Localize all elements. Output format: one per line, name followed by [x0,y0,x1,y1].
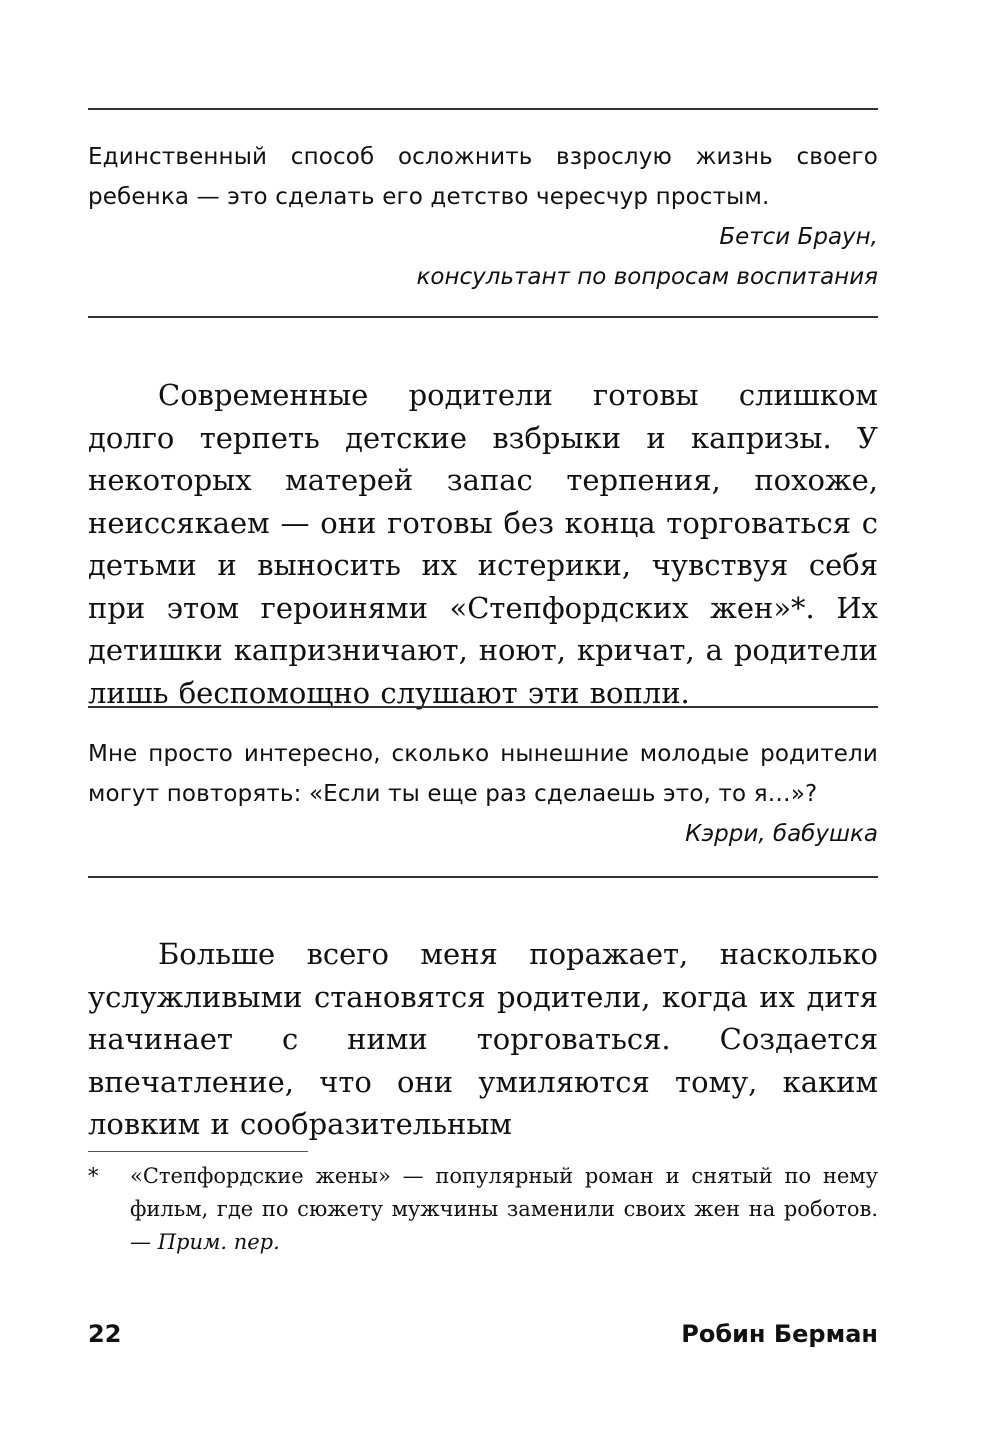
body-paragraph-2: Больше всего меня поражает, насколько услужливыми становятся родители, когда их дитя начинает с ними торговаться. Создается впечатление, что они умиляются тому, каким ловким и сообразительным [88,937,878,1141]
epigraph-1-bottom-rule [88,316,878,318]
footnote [88,1160,878,1259]
page-number: 22 [88,1320,122,1348]
epigraph-1-author: Бетси Браун, [719,224,878,250]
epigraph-2-author: Кэрри, бабушка [685,821,878,847]
running-footer-author: Робин Берман [681,1320,878,1348]
body-paragraph-1: Современные родители готовы слишком долго терпеть детские взбрыки и капризы. У некоторых матерей запас терпения, похоже, неиссякаем — они готовы без конца торговаться с детьми и выносить их истерики, чувствуя себя при этом героинями «Степфордских жен»*. Их детишки капризничают, ноют, кричат, а родители лишь беспомощно слушают эти вопли. [88,378,878,710]
epigraph-2-bottom-rule [88,876,878,878]
epigraph-1-top-rule [88,108,878,110]
footnote-text-block [130,1160,878,1259]
footnote-separator [88,1151,308,1152]
epigraph-1-quote: Единственный способ осложнить взрослую жизнь своего ребенка — это сделать его детство чересчур простым. [88,144,878,210]
epigraph-2-quote: Мне просто интересно, сколько нынешние молодые родители могут повторять: «Если ты еще раз сделаешь это, то я…»? [88,741,878,807]
epigraph-2-top-rule [88,706,878,708]
epigraph-1-role: консультант по вопросам воспитания [416,264,878,290]
footnote-mark: * [88,1164,99,1188]
footnote-text: «Степфордские жены» — популярный роман и снятый по нему фильм, где по сюжету мужчины заменили своих жен на роботов. — [130,1164,878,1254]
footnote-translator-note: Прим. пер. [157,1230,280,1254]
